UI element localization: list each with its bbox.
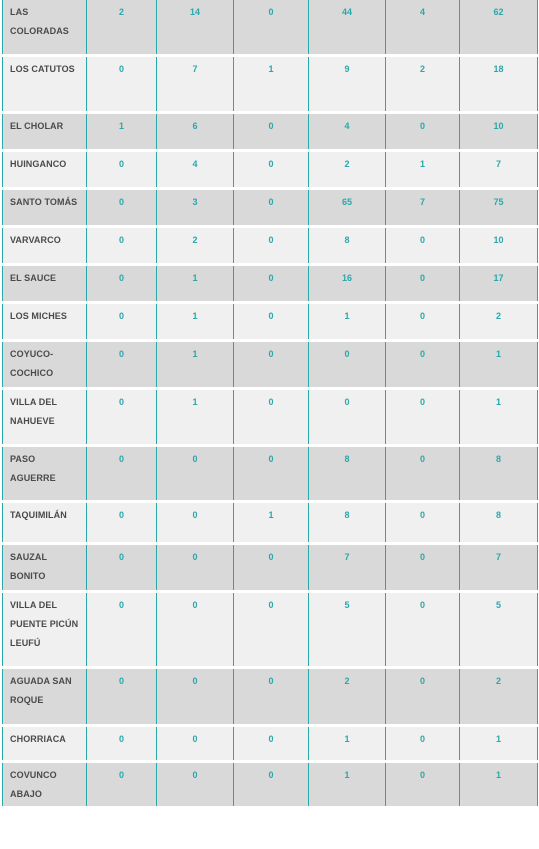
locality-name-cell: COVUNCO ABAJO	[3, 761, 87, 807]
value-cell: 1	[460, 725, 538, 761]
table-row	[3, 761, 538, 807]
value-cell: 2	[309, 667, 386, 725]
value-cell: 0	[386, 340, 460, 388]
value-cell: 0	[87, 226, 157, 264]
value-cell: 1	[87, 112, 157, 150]
value-cell: 2	[87, 0, 157, 55]
value-cell: 14	[157, 0, 234, 55]
value-cell: 44	[309, 0, 386, 55]
locality-name-cell: VILLA DEL NAHUEVE	[3, 388, 87, 445]
value-cell: 7	[157, 55, 234, 112]
value-cell: 10	[460, 226, 538, 264]
locality-name-cell: LOS CATUTOS	[3, 55, 87, 112]
table-row	[3, 112, 538, 150]
table-row	[3, 725, 538, 761]
value-cell: 0	[87, 388, 157, 445]
table-row	[3, 667, 538, 725]
locality-name-cell: HUINGANCO	[3, 150, 87, 188]
locality-name-cell: VILLA DEL PUENTE PICÚN LEUFÚ	[3, 591, 87, 667]
value-cell: 7	[460, 543, 538, 591]
value-cell: 0	[157, 445, 234, 501]
table-row	[3, 226, 538, 264]
value-cell: 1	[460, 761, 538, 807]
value-cell: 0	[87, 340, 157, 388]
value-cell: 1	[157, 302, 234, 340]
value-cell: 0	[234, 591, 309, 667]
table-row	[3, 340, 538, 388]
locality-name-cell: EL CHOLAR	[3, 112, 87, 150]
value-cell: 4	[157, 150, 234, 188]
value-cell: 0	[87, 501, 157, 543]
value-cell: 8	[309, 501, 386, 543]
value-cell: 3	[157, 188, 234, 226]
value-cell: 0	[386, 667, 460, 725]
value-cell: 0	[234, 150, 309, 188]
value-cell: 2	[460, 667, 538, 725]
locality-name-cell: COYUCO-COCHICO	[3, 340, 87, 388]
locality-name-cell: PASO AGUERRE	[3, 445, 87, 501]
value-cell: 0	[234, 761, 309, 807]
value-cell: 4	[309, 112, 386, 150]
value-cell: 1	[309, 302, 386, 340]
value-cell: 0	[386, 725, 460, 761]
value-cell: 62	[460, 0, 538, 55]
value-cell: 0	[234, 264, 309, 302]
table-row	[3, 264, 538, 302]
table-row	[3, 501, 538, 543]
locality-name-cell: SAUZAL BONITO	[3, 543, 87, 591]
value-cell: 0	[87, 543, 157, 591]
value-cell: 16	[309, 264, 386, 302]
value-cell: 5	[460, 591, 538, 667]
value-cell: 0	[87, 188, 157, 226]
value-cell: 0	[309, 388, 386, 445]
value-cell: 0	[234, 188, 309, 226]
value-cell: 2	[460, 302, 538, 340]
value-cell: 0	[234, 112, 309, 150]
value-cell: 0	[386, 543, 460, 591]
value-cell: 0	[234, 226, 309, 264]
value-cell: 0	[87, 445, 157, 501]
value-cell: 0	[234, 667, 309, 725]
value-cell: 0	[157, 591, 234, 667]
locality-name-cell: LAS COLORADAS	[3, 0, 87, 55]
table-row	[3, 445, 538, 501]
value-cell: 1	[460, 388, 538, 445]
value-cell: 9	[309, 55, 386, 112]
value-cell: 4	[386, 0, 460, 55]
table-body	[3, 0, 538, 807]
value-cell: 7	[386, 188, 460, 226]
locality-name-cell: EL SAUCE	[3, 264, 87, 302]
table-row	[3, 188, 538, 226]
value-cell: 18	[460, 55, 538, 112]
value-cell: 65	[309, 188, 386, 226]
value-cell: 0	[87, 264, 157, 302]
value-cell: 8	[460, 445, 538, 501]
value-cell: 0	[87, 667, 157, 725]
locality-name-cell: VARVARCO	[3, 226, 87, 264]
locality-data-table	[2, 0, 538, 809]
value-cell: 0	[157, 725, 234, 761]
value-cell: 0	[386, 302, 460, 340]
value-cell: 1	[157, 340, 234, 388]
value-cell: 7	[309, 543, 386, 591]
value-cell: 1	[460, 340, 538, 388]
value-cell: 1	[234, 501, 309, 543]
locality-name-cell: CHORRIACA	[3, 725, 87, 761]
value-cell: 0	[386, 445, 460, 501]
locality-name-cell: SANTO TOMÁS	[3, 188, 87, 226]
value-cell: 0	[234, 725, 309, 761]
table-row	[3, 591, 538, 667]
value-cell: 75	[460, 188, 538, 226]
value-cell: 0	[234, 0, 309, 55]
value-cell: 8	[309, 226, 386, 264]
value-cell: 6	[157, 112, 234, 150]
value-cell: 0	[157, 667, 234, 725]
value-cell: 0	[87, 725, 157, 761]
value-cell: 2	[386, 55, 460, 112]
value-cell: 0	[234, 302, 309, 340]
value-cell: 17	[460, 264, 538, 302]
locality-name-cell: LOS MICHES	[3, 302, 87, 340]
value-cell: 0	[386, 388, 460, 445]
value-cell: 2	[309, 150, 386, 188]
value-cell: 0	[386, 226, 460, 264]
value-cell: 5	[309, 591, 386, 667]
table-row	[3, 55, 538, 112]
table-row	[3, 302, 538, 340]
value-cell: 8	[460, 501, 538, 543]
value-cell: 0	[234, 445, 309, 501]
value-cell: 1	[157, 264, 234, 302]
value-cell: 0	[87, 591, 157, 667]
value-cell: 0	[386, 761, 460, 807]
value-cell: 0	[87, 761, 157, 807]
value-cell: 0	[157, 543, 234, 591]
value-cell: 0	[87, 55, 157, 112]
table-row	[3, 0, 538, 55]
table-row	[3, 150, 538, 188]
value-cell: 0	[386, 591, 460, 667]
value-cell: 1	[309, 761, 386, 807]
value-cell: 10	[460, 112, 538, 150]
value-cell: 8	[309, 445, 386, 501]
value-cell: 0	[386, 264, 460, 302]
value-cell: 0	[234, 388, 309, 445]
value-cell: 1	[234, 55, 309, 112]
value-cell: 0	[234, 340, 309, 388]
locality-name-cell: TAQUIMILÁN	[3, 501, 87, 543]
locality-name-cell: AGUADA SAN ROQUE	[3, 667, 87, 725]
value-cell: 0	[386, 501, 460, 543]
table-row	[3, 543, 538, 591]
value-cell: 1	[386, 150, 460, 188]
value-cell: 0	[87, 150, 157, 188]
value-cell: 1	[309, 725, 386, 761]
value-cell: 0	[386, 112, 460, 150]
table-row	[3, 388, 538, 445]
value-cell: 0	[157, 501, 234, 543]
value-cell: 7	[460, 150, 538, 188]
value-cell: 1	[157, 388, 234, 445]
value-cell: 0	[309, 340, 386, 388]
value-cell: 2	[157, 226, 234, 264]
value-cell: 0	[157, 761, 234, 807]
value-cell: 0	[234, 543, 309, 591]
value-cell: 0	[87, 302, 157, 340]
